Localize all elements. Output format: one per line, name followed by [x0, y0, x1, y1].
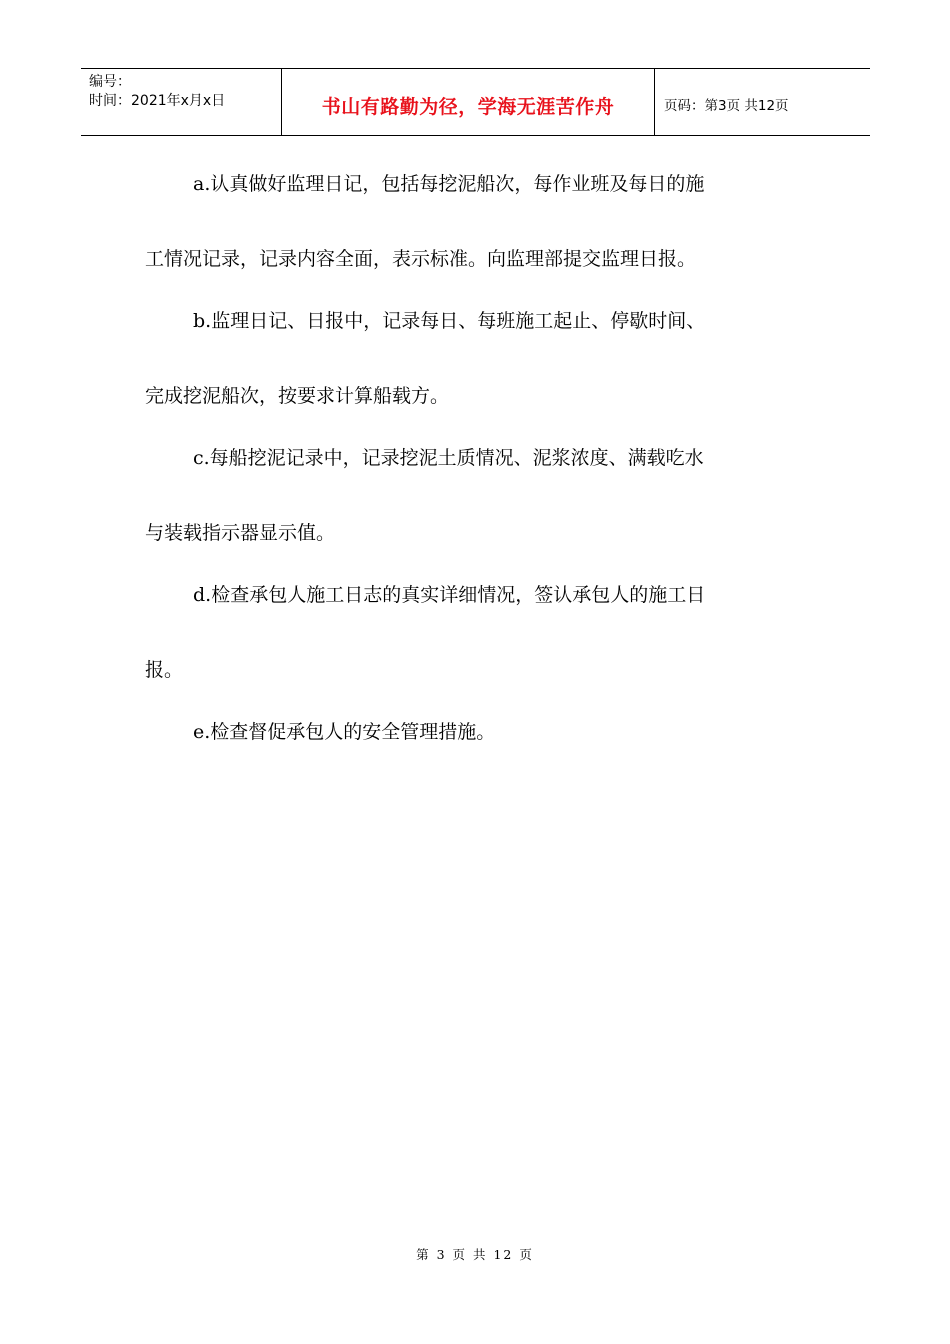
paragraph-d-line-2: 报。 — [145, 659, 184, 681]
header-meta — [81, 69, 281, 135]
header-motto: 书山有路勤为径，学海无涯苦作舟 — [321, 95, 615, 118]
header-motto-cell — [281, 69, 655, 135]
header-page-info-cell — [655, 69, 870, 135]
paragraph-b-line-2: 完成挖泥船次，按要求计算船载方。 — [145, 385, 450, 407]
page-footer: 第 3 页 共 12 页 — [416, 1247, 534, 1262]
paragraph-a-line-1: a.认真做好监理日记，包括每挖泥船次，每作业班及每日的施 — [193, 173, 705, 195]
header-page-info: 页码：第3页 共12页 — [664, 98, 789, 114]
paragraph-a-line-2: 工情况记录，记录内容全面，表示标准。向监理部提交监理日报。 — [145, 248, 697, 270]
paragraph-e-line-1: e.检查督促承包人的安全管理措施。 — [193, 721, 496, 743]
paragraph-c-line-1: c.每船挖泥记录中，记录挖泥土质情况、泥浆浓度、满载吃水 — [193, 447, 704, 469]
paragraph-b-line-1: b.监理日记、日报中，记录每日、每班施工起止、停歇时间、 — [193, 310, 706, 332]
paragraph-c-line-2: 与装载指示器显示值。 — [145, 522, 336, 544]
document-header — [81, 68, 870, 136]
document-date: 时间：2021年x月x日 — [89, 93, 226, 109]
document-number-label: 编号： — [89, 74, 131, 90]
paragraph-d-line-1: d.检查承包人施工日志的真实详细情况，签认承包人的施工日 — [193, 584, 706, 606]
